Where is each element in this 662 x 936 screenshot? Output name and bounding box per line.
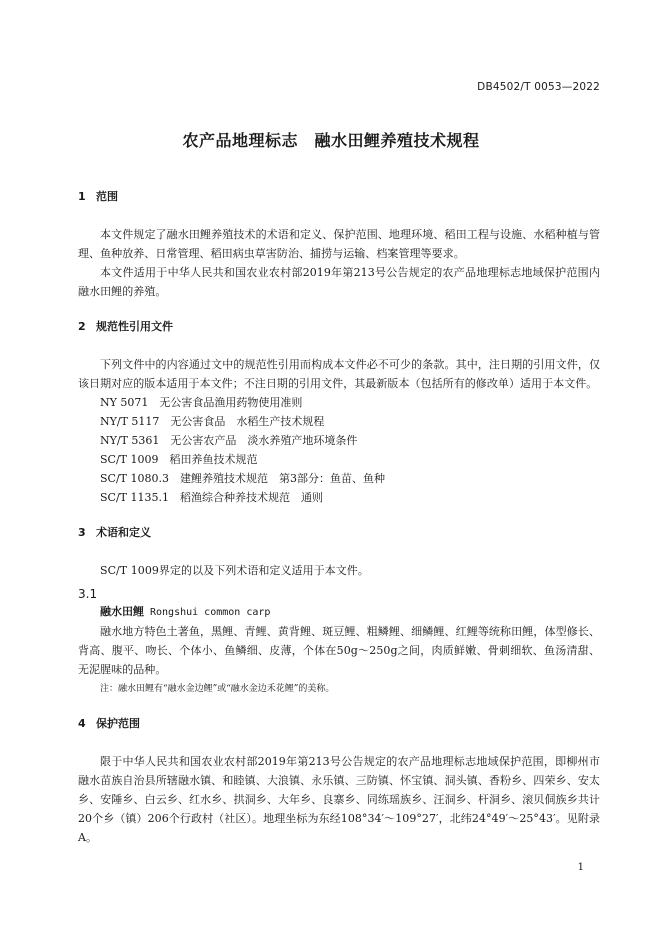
reference-item: NY/T 5361 无公害农产品 淡水养殖产地环境条件 bbox=[100, 434, 358, 447]
term-definition: 融水地方特色土著鱼，黑鲤、青鲤、黄背鲤、斑豆鲤、粗鳞鲤、细鳞鲤、红鲤等统称田鲤，体型修长、背高、腹平、吻长、个体小、鱼鳞细、皮薄，个体在50g～250g之间，肉质鲜嫩、骨刺细软、鱼汤清甜、无泥腥味的品种。 bbox=[78, 625, 600, 676]
document-body bbox=[78, 189, 600, 847]
reference-item: NY/T 5117 无公害食品 水稻生产技术规程 bbox=[100, 415, 325, 428]
term-number: 3.1 bbox=[78, 587, 98, 601]
reference-item: SC/T 1080.3 建鲤养殖技术规范 第3部分：鱼苗、鱼种 bbox=[100, 472, 385, 485]
standard-code: DB4502/T 0053—2022 bbox=[477, 81, 600, 93]
term-name-cn: 融水田鲤 bbox=[100, 605, 144, 618]
page-number: 1 bbox=[577, 862, 584, 873]
reference-item: SC/T 1135.1 稻渔综合种养技术规范 通则 bbox=[100, 491, 323, 504]
section-title: 术语和定义 bbox=[96, 526, 151, 539]
section-3-heading bbox=[78, 525, 600, 541]
term-name-en: Rongshui common carp bbox=[150, 607, 271, 618]
section-title: 范围 bbox=[96, 190, 118, 203]
document-title: 农产品地理标志 融水田鲤养殖技术规程 bbox=[182, 131, 480, 150]
term-note: 注：融水田鲤有“融水金边鲤”或“融水金边禾花鲤”的美称。 bbox=[100, 684, 335, 694]
reference-item: NY 5071 无公害食品渔用药物使用准则 bbox=[100, 396, 303, 409]
section-4-paragraph: 限于中华人民共和国农业农村部2019年第213号公告规定的农产品地理标志地域保护范围，即柳州市融水苗族自治县所辖融水镇、和睦镇、大浪镇、永乐镇、三防镇、怀宝镇、洞头镇、香粉乡、四荣乡、安太乡、安陲乡、白云乡、红水乡、拱洞乡、大年乡、良寨乡、同练瑶族乡、汪洞乡、杆洞乡、滚贝侗族乡共计20个乡（镇）206个行政村（社区）。地理坐标为东经108°34′～109°27′，北纬24°49′～25°43′。见附录A。 bbox=[78, 755, 600, 844]
section-3-intro: SC/T 1009界定的以及下列术语和定义适用于本文件。 bbox=[100, 564, 369, 577]
reference-item: SC/T 1009 稻田养鱼技术规范 bbox=[100, 453, 258, 466]
section-title: 保护范围 bbox=[96, 717, 140, 730]
section-2-heading bbox=[78, 319, 600, 335]
section-number: 3 bbox=[78, 526, 86, 539]
section-4-heading bbox=[78, 716, 600, 732]
section-1-heading bbox=[78, 189, 600, 205]
section-2-intro: 下列文件中的内容通过文中的规范性引用而构成本文件必不可少的条款。其中，注日期的引用文件，仅该日期对应的版本适用于本文件；不注日期的引用文件，其最新版本（包括所有的修改单）适用于本文件。 bbox=[78, 358, 600, 390]
section-title: 规范性引用文件 bbox=[96, 320, 173, 333]
term-name bbox=[78, 602, 600, 622]
section-number: 4 bbox=[78, 717, 86, 730]
section-1-paragraph-2: 本文件适用于中华人民共和国农业农村部2019年第213号公告规定的农产品地理标志地域保护范围内融水田鲤的养殖。 bbox=[78, 266, 600, 298]
section-number: 2 bbox=[78, 320, 86, 333]
section-number: 1 bbox=[78, 190, 86, 203]
section-1-paragraph-1: 本文件规定了融水田鲤养殖技术的术语和定义、保护范围、地理环境、稻田工程与设施、水稻种植与管理、鱼种放养、日常管理、稻田病虫草害防治、捕捞与运输、档案管理等要求。 bbox=[78, 228, 600, 260]
